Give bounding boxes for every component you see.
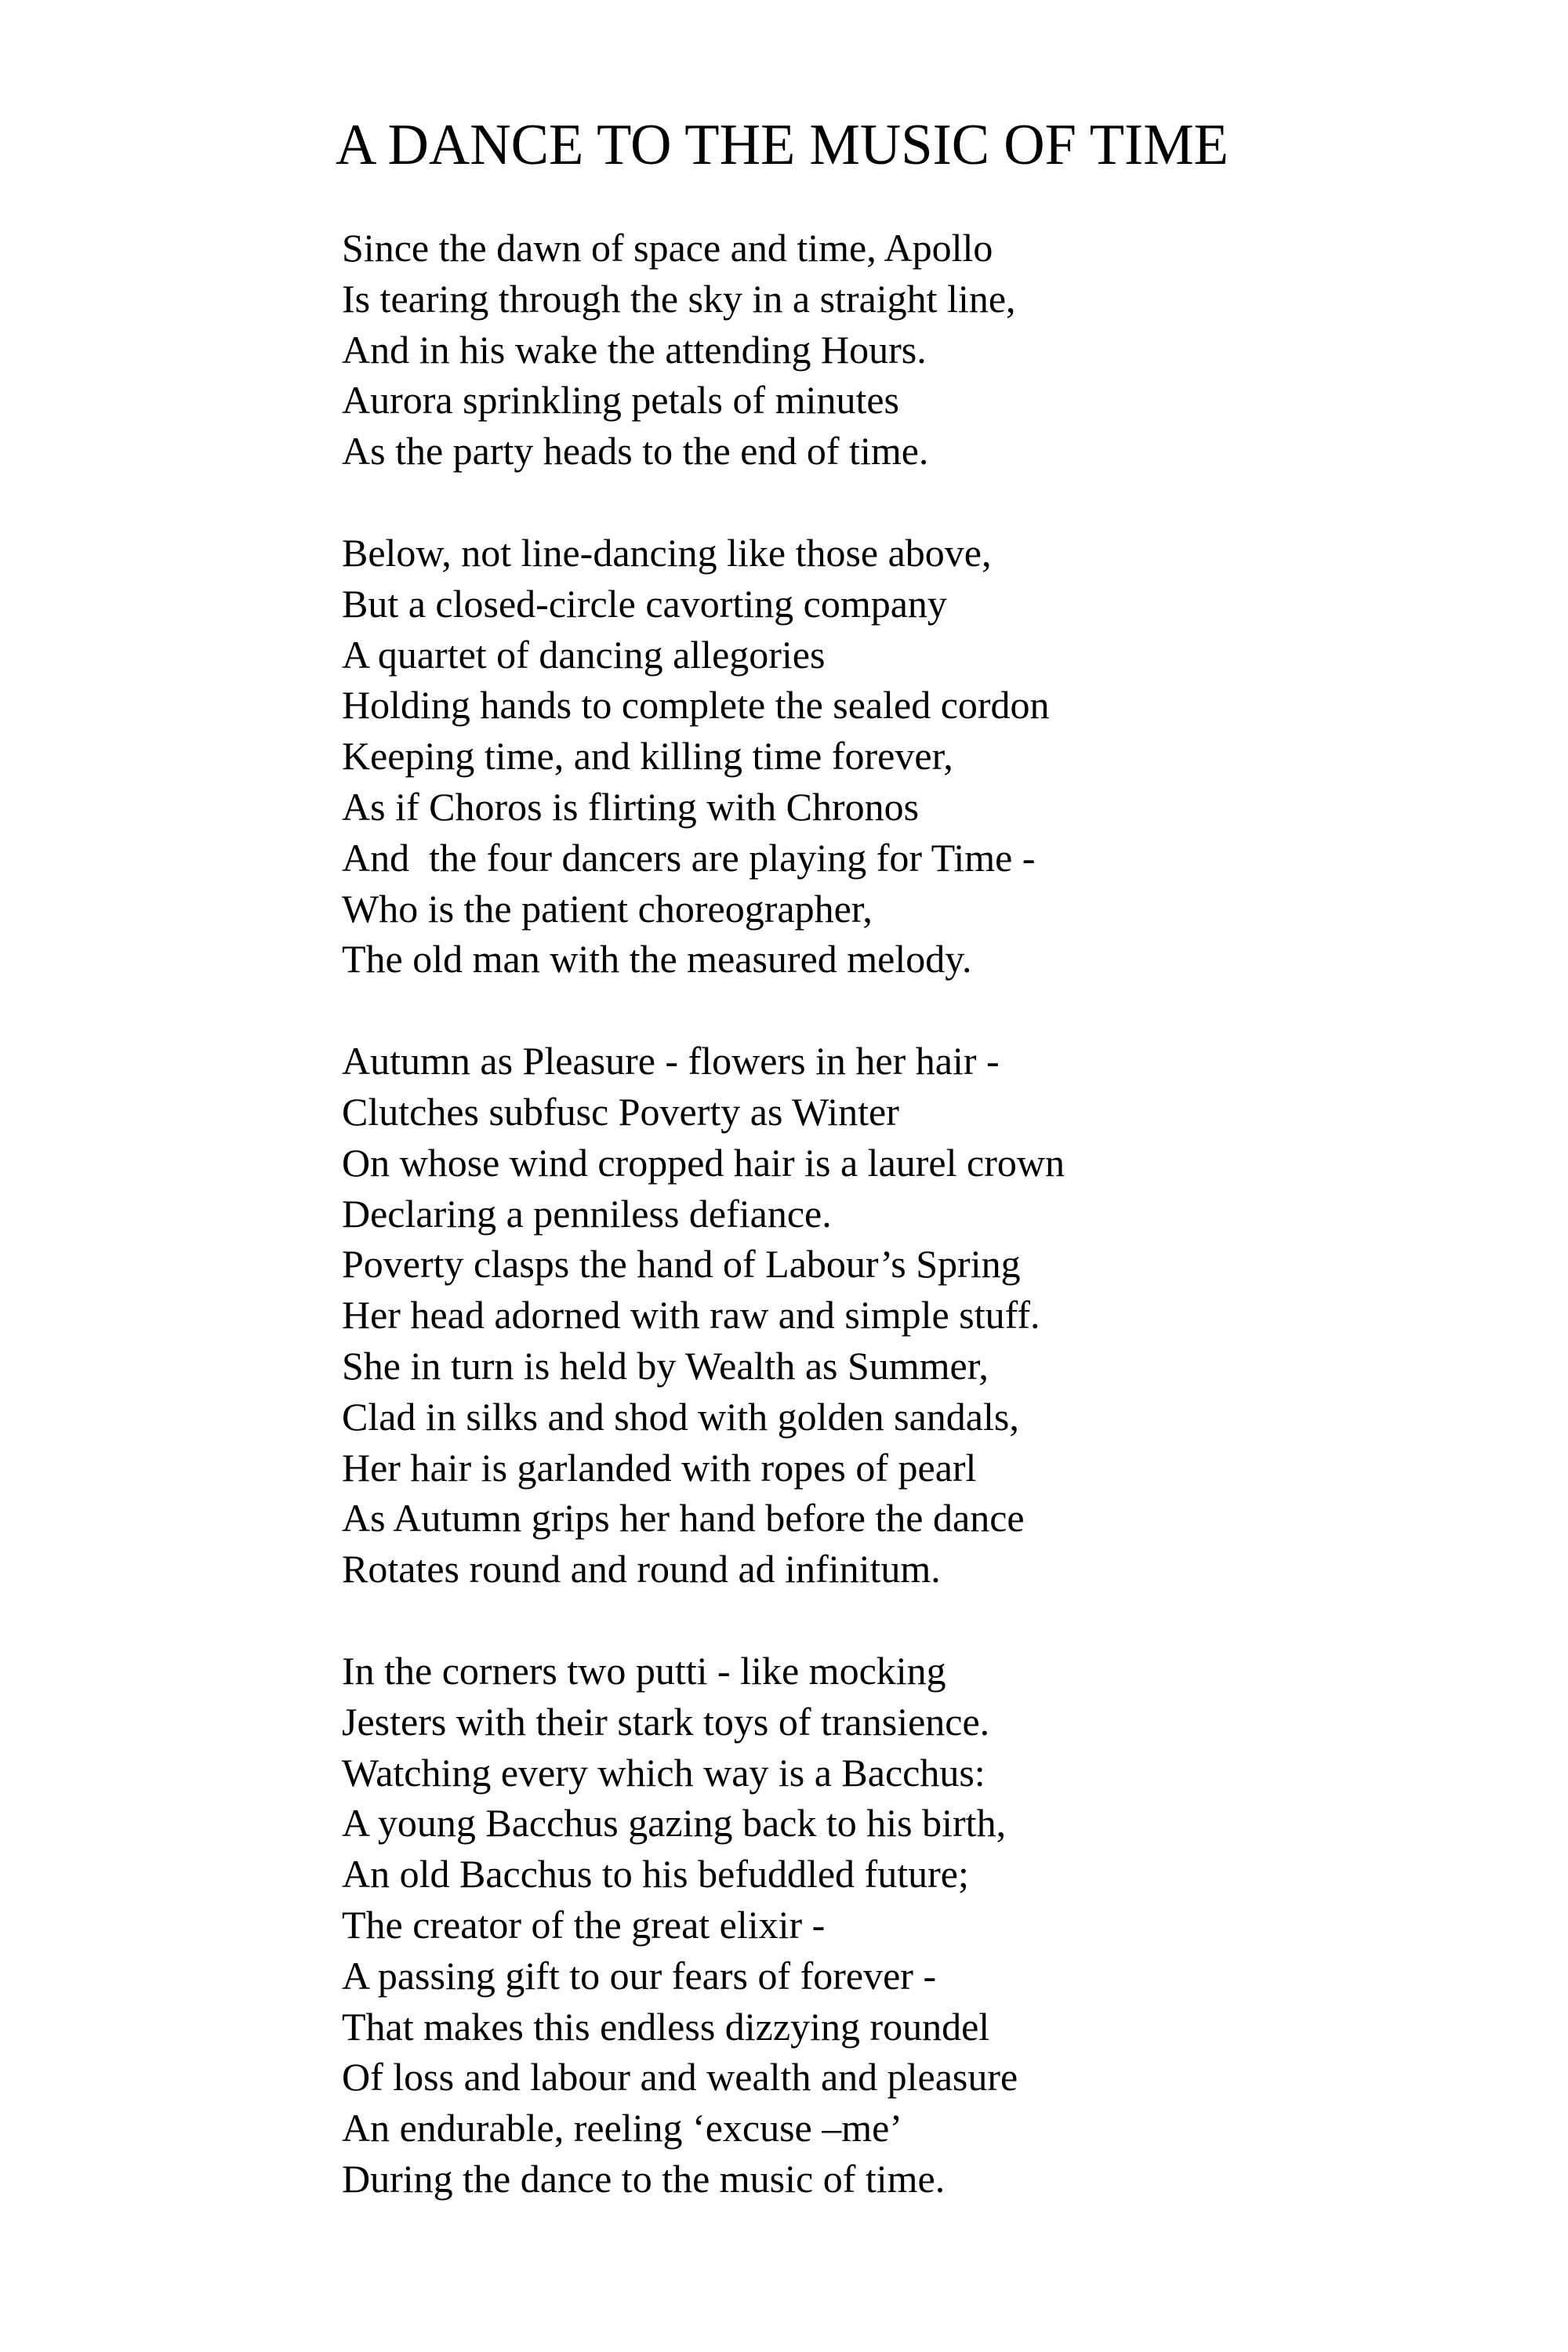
poem-line: Below, not line-dancing like those above, bbox=[342, 530, 992, 575]
poem-line: Autumn as Pleasure - flowers in her hair - bbox=[342, 1039, 1000, 1083]
poem-line: Rotates round and round ad infinitum. bbox=[342, 1547, 941, 1592]
poem-line: And in his wake the attending Hours. bbox=[342, 327, 927, 372]
poem-line: She in turn is held by Wealth as Summer, bbox=[342, 1343, 989, 1388]
stanza-4 bbox=[342, 1646, 1439, 2205]
poem-line: The creator of the great elixir - bbox=[342, 1902, 826, 1947]
poem-line: An endurable, reeling ‘excuse –me’ bbox=[342, 2106, 902, 2151]
poem-line: Holding hands to complete the sealed cordon bbox=[342, 683, 1050, 728]
poem-line: Is tearing through the sky in a straight line, bbox=[342, 276, 1016, 321]
poem-line: Watching every which way is a Bacchus: bbox=[342, 1750, 985, 1795]
stanza-3 bbox=[342, 1036, 1439, 1595]
poem-line: Aurora sprinkling petals of minutes bbox=[342, 378, 899, 423]
poem-line: During the dance to the music of time. bbox=[342, 2156, 946, 2201]
poem-line: As the party heads to the end of time. bbox=[342, 429, 929, 474]
poem-line: Clad in silks and shod with golden sandals, bbox=[342, 1394, 1019, 1439]
poem-line: Keeping time, and killing time forever, bbox=[342, 734, 953, 779]
poem-line: Her head adorned with raw and simple stuff. bbox=[342, 1293, 1040, 1338]
poem-line: But a closed-circle cavorting company bbox=[342, 581, 947, 626]
poem-line: On whose wind cropped hair is a laurel crown bbox=[342, 1140, 1065, 1185]
poem-body bbox=[342, 223, 1439, 2256]
poem-line: Since the dawn of space and time, Apollo bbox=[342, 226, 993, 270]
poem-line: Who is the patient choreographer, bbox=[342, 886, 873, 931]
poem-line: As if Choros is flirting with Chronos bbox=[342, 784, 920, 829]
poem-line: Jesters with their stark toys of transience. bbox=[342, 1699, 990, 1744]
poem-line: And the four dancers are playing for Time - bbox=[342, 835, 1036, 880]
poem-line: In the corners two putti - like mocking bbox=[342, 1648, 946, 1693]
poem-line: That makes this endless dizzying roundel bbox=[342, 2004, 990, 2049]
poem-line: A young Bacchus gazing back to his birth, bbox=[342, 1801, 1007, 1846]
poem-line: Declaring a penniless defiance. bbox=[342, 1191, 832, 1236]
poem-title: A DANCE TO THE MUSIC OF TIME bbox=[336, 113, 1229, 177]
poem-line: As Autumn grips her hand before the dance bbox=[342, 1496, 1025, 1541]
poem-line: The old man with the measured melody. bbox=[342, 937, 972, 982]
poem-line: An old Bacchus to his befuddled future; bbox=[342, 1852, 969, 1896]
poem-line: Of loss and labour and wealth and pleasure bbox=[342, 2055, 1018, 2100]
stanza-2 bbox=[342, 528, 1439, 985]
poem-line: Her hair is garlanded with ropes of pearl bbox=[342, 1445, 977, 1490]
poem-line: Poverty clasps the hand of Labour’s Spring bbox=[342, 1242, 1021, 1287]
poem-line: A passing gift to our fears of forever - bbox=[342, 1953, 937, 1998]
stanza-1 bbox=[342, 223, 1439, 477]
poem-line: A quartet of dancing allegories bbox=[342, 632, 826, 677]
poem-line: Clutches subfusc Poverty as Winter bbox=[342, 1089, 899, 1134]
